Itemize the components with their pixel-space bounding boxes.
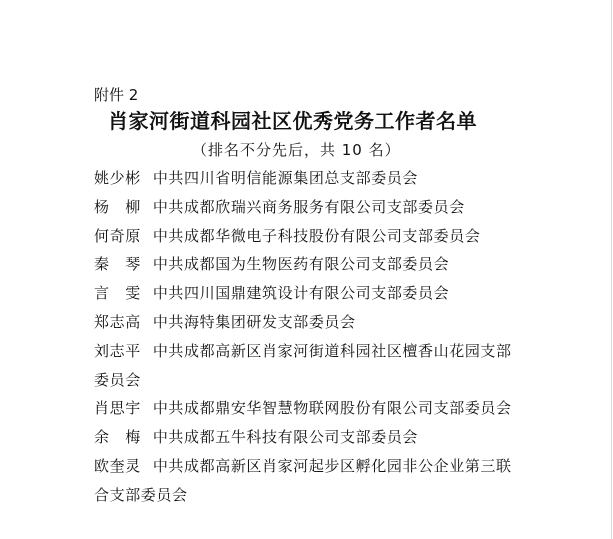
document-body — [94, 84, 594, 510]
list-item — [94, 279, 526, 308]
list-item — [94, 423, 526, 452]
honoree-name: 姚少彬 — [94, 169, 141, 187]
honoree-name: 何奇原 — [94, 226, 141, 245]
document-title: 肖家河街道科园社区优秀党务工作者名单 — [108, 109, 477, 133]
honoree-list — [94, 164, 594, 510]
honoree-organization: 中共成都华微电子科技股份有限公司支部委员会 — [152, 226, 481, 245]
honoree-organization: 中共成都高新区肖家河街道科园社区檀香山花园支部委员会 — [94, 341, 512, 389]
honoree-organization: 中共四川省明信能源集团总支部委员会 — [152, 169, 419, 187]
honoree-organization: 中共成都国为生物医药有限公司支部委员会 — [152, 255, 450, 274]
attachment-label: 附件 2 — [94, 86, 139, 104]
honoree-organization: 中共成都高新区肖家河起步区孵化园非公企业第三联合支部委员会 — [94, 456, 512, 504]
document-subtitle: （排名不分先后，共 10 名） — [192, 141, 401, 159]
list-item — [94, 222, 526, 251]
honoree-name: 郑志高 — [94, 312, 141, 331]
list-item — [94, 250, 526, 279]
honoree-name: 秦 琴 — [94, 255, 141, 274]
honoree-name: 欧奎灵 — [94, 456, 141, 475]
honoree-organization: 中共成都鼎安华智慧物联网股份有限公司支部委员会 — [152, 399, 512, 418]
list-item — [94, 308, 526, 337]
list-item — [94, 164, 526, 193]
honoree-organization: 中共海特集团研发支部委员会 — [152, 312, 356, 331]
honoree-name: 余 梅 — [94, 428, 141, 447]
list-item — [94, 337, 526, 395]
honoree-organization: 中共四川国鼎建筑设计有限公司支部委员会 — [152, 284, 450, 303]
honoree-organization: 中共成都五牛科技有限公司支部委员会 — [152, 428, 419, 447]
honoree-name: 言 雯 — [94, 284, 141, 303]
list-item — [94, 193, 526, 222]
list-item — [94, 394, 526, 423]
honoree-organization: 中共成都欣瑞兴商务服务有限公司支部委员会 — [152, 197, 465, 216]
honoree-name: 刘志平 — [94, 341, 141, 360]
honoree-name: 肖思宇 — [94, 399, 141, 418]
list-item — [94, 452, 526, 510]
honoree-name: 杨 柳 — [94, 197, 141, 216]
